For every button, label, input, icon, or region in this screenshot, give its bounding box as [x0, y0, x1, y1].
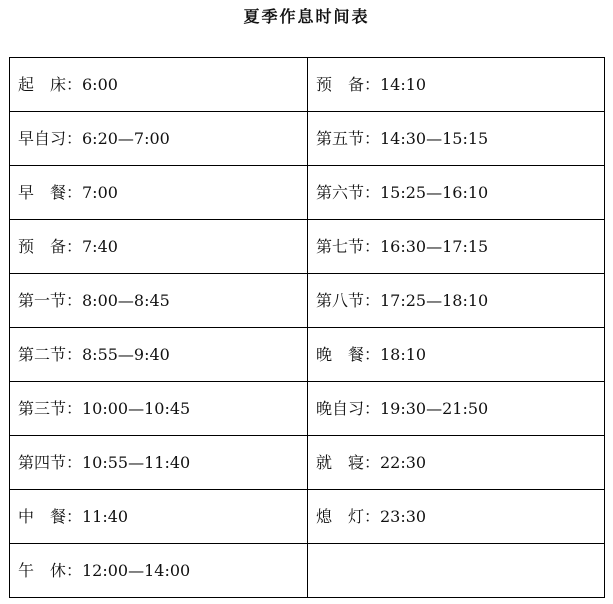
- table-row: [10, 220, 605, 274]
- schedule-table: [9, 57, 605, 598]
- table-row: [10, 328, 605, 382]
- table-row: [10, 544, 605, 598]
- table-row: [10, 382, 605, 436]
- empty-cell: [308, 544, 605, 598]
- schedule-cell: 起 床：6:00: [10, 58, 308, 112]
- schedule-cell: 第二节：8:55—9:40: [10, 328, 308, 382]
- schedule-cell: 第三节：10:00—10:45: [10, 382, 308, 436]
- schedule-cell: 午 休：12:00—14:00: [10, 544, 308, 598]
- schedule-cell: 中 餐：11:40: [10, 490, 308, 544]
- table-row: [10, 274, 605, 328]
- schedule-cell: 就 寝：22:30: [308, 436, 605, 490]
- table-row: [10, 436, 605, 490]
- schedule-cell: 晚自习：19:30—21:50: [308, 382, 605, 436]
- schedule-cell: 晚 餐：18:10: [308, 328, 605, 382]
- schedule-cell: 第四节：10:55—11:40: [10, 436, 308, 490]
- schedule-cell: 第八节：17:25—18:10: [308, 274, 605, 328]
- schedule-cell: 预 备：7:40: [10, 220, 308, 274]
- table-row: [10, 58, 605, 112]
- table-row: [10, 490, 605, 544]
- page-title: 夏季作息时间表: [243, 7, 370, 26]
- schedule-cell: 第一节：8:00—8:45: [10, 274, 308, 328]
- schedule-cell: 早 餐：7:00: [10, 166, 308, 220]
- schedule-cell: 第五节：14:30—15:15: [308, 112, 605, 166]
- table-row: [10, 166, 605, 220]
- schedule-cell: 预 备：14:10: [308, 58, 605, 112]
- schedule-cell: 早自习：6:20—7:00: [10, 112, 308, 166]
- schedule-cell: 第七节：16:30—17:15: [308, 220, 605, 274]
- schedule-cell: 熄 灯：23:30: [308, 490, 605, 544]
- table-row: [10, 112, 605, 166]
- schedule-cell: 第六节：15:25—16:10: [308, 166, 605, 220]
